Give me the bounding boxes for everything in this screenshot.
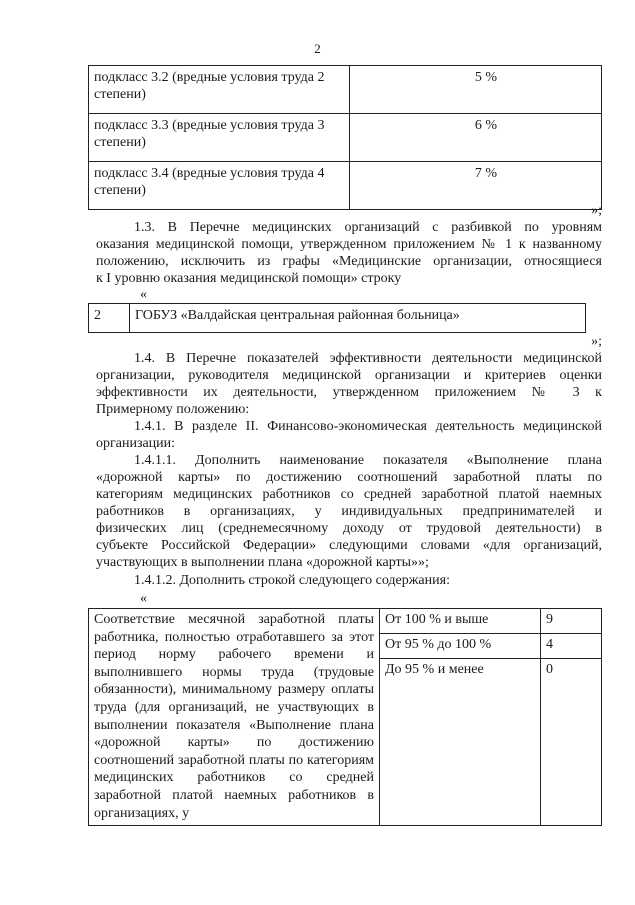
conditions-table (88, 65, 602, 210)
text-line: эффективности их деятельности, утвержденном приложением № 3 к (96, 385, 602, 400)
text-line: участвующих в выполнении плана «дорожной карты»»; (96, 555, 429, 570)
text-line: категориям медицинских работников со средней заработной платой наемных (96, 487, 602, 502)
text-line: 1.4.1.2. Дополнить строкой следующего содержания: (134, 573, 450, 588)
paragraph-1-4-1-2 (96, 572, 602, 589)
score-cell: 4 (541, 634, 602, 659)
row-number-cell: 2 (89, 304, 130, 333)
indicator-cell: Соответствие месячной заработной платы работника, полностью отработавшего за этот период норму рабочего времени и выполнившего нормы труда (трудовые обязанности), минимальному размеру оплаты труда (для организаций, не участвующих в выполнении показателя «Выполнение плана «дорожной карты» по достижению соотношений заработной платы по категориям медицинских работников со средней заработной платой наемных работников в организациях, у (89, 609, 380, 826)
closing-quote: »; (591, 203, 602, 218)
opening-quote: « (140, 287, 147, 302)
score-cell: 9 (541, 609, 602, 634)
text-line: физических лиц (среднемесячному доходу от трудовой деятельности) в (96, 521, 602, 536)
criterion-cell: До 95 % и менее (380, 659, 541, 826)
paragraph-1-4-1 (96, 418, 602, 452)
percent-cell: 6 % (350, 114, 602, 162)
table-row (89, 66, 602, 114)
indicator-table (88, 608, 602, 826)
organization-cell: ГОБУЗ «Валдайская центральная районная больница» (130, 304, 586, 333)
text-line: положению, исключить из графы «Медицинские организации, относящиеся (96, 254, 602, 269)
text-line: 1.4.1.1. Дополнить наименование показателя «Выполнение плана (134, 453, 602, 468)
text-line: работников в организациях, у индивидуальных предпринимателей и (96, 504, 602, 519)
text-line: Примерному положению: (96, 402, 250, 417)
text-line: 1.4.1. В разделе II. Финансово-экономическая деятельность медицинской (134, 419, 602, 434)
page-number: 2 (314, 41, 321, 56)
percent-cell: 7 % (350, 162, 602, 210)
subclass-cell: подкласс 3.3 (вредные условия труда 3 степени) (89, 114, 350, 162)
paragraph-1-3 (96, 219, 602, 287)
table-row (89, 609, 602, 634)
closing-quote: »; (591, 334, 602, 349)
table-row (89, 162, 602, 210)
text-line: организации, руководителя медицинской организации и критериев оценки (96, 368, 602, 383)
text-line: к I уровню оказания медицинской помощи» строку (96, 271, 402, 286)
subclass-cell: подкласс 3.2 (вредные условия труда 2 степени) (89, 66, 350, 114)
text-line: субъекте Российской Федерации» следующими словами «для организаций, (96, 538, 602, 553)
table-row (89, 114, 602, 162)
text-line: 1.3. В Перечне медицинских организаций с разбивкой по уровням (134, 220, 602, 235)
paragraph-1-4-1-1 (96, 452, 602, 571)
score-cell: 0 (541, 659, 602, 826)
criterion-cell: От 100 % и выше (380, 609, 541, 634)
paragraph-1-4 (96, 350, 602, 418)
text-line: организации: (96, 436, 176, 451)
text-line: 1.4. В Перечне показателей эффективности деятельности медицинской (134, 351, 602, 366)
criterion-cell: От 95 % до 100 % (380, 634, 541, 659)
subclass-cell: подкласс 3.4 (вредные условия труда 4 степени) (89, 162, 350, 210)
organization-table (88, 303, 586, 333)
opening-quote: « (140, 591, 147, 606)
text-line: оказания медицинской помощи, утвержденном приложением № 1 к названному (96, 237, 602, 252)
table-row (89, 304, 586, 333)
text-line: «дорожной карты» по достижению соотношений заработной платы по (96, 470, 602, 485)
percent-cell: 5 % (350, 66, 602, 114)
